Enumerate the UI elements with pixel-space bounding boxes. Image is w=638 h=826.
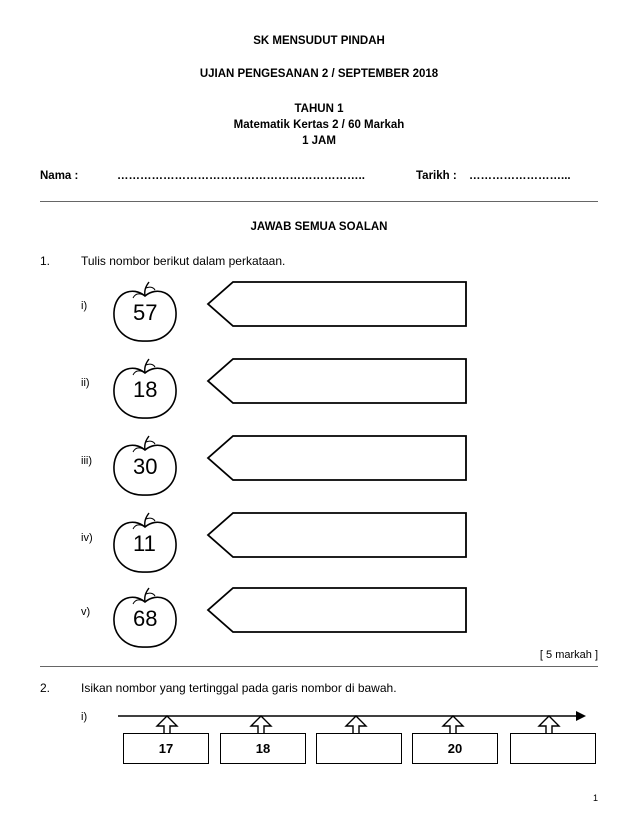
apple-number: 11 (133, 531, 156, 556)
school-name: SK MENSUDUT PINDAH (253, 35, 385, 47)
q1-item-label: ii) (81, 377, 90, 389)
number-box-value: 20 (447, 741, 463, 756)
answer-box[interactable] (208, 513, 466, 557)
duration-label: 1 JAM (302, 135, 336, 147)
number-box[interactable] (220, 733, 306, 764)
q1-item-label: iv) (81, 532, 93, 544)
year-label: TAHUN 1 (294, 103, 344, 115)
answer-box[interactable] (208, 588, 466, 632)
answer-box[interactable] (208, 436, 466, 480)
instruction: JAWAB SEMUA SOALAN (250, 221, 388, 233)
exam-title: UJIAN PENGESANAN 2 / SEPTEMBER 2018 (199, 68, 439, 80)
pointer-arrow (346, 716, 366, 734)
q2-text: Isikan nombor yang tertinggal pada garis nombor di bawah. (81, 681, 397, 695)
q2-number: 2. (40, 681, 51, 695)
pointer-arrow (251, 716, 271, 734)
name-label: Nama : (40, 170, 79, 182)
number-box[interactable] (123, 733, 209, 764)
apple-number: 18 (133, 377, 158, 402)
q1-marks: [ 5 markah ] (539, 649, 598, 661)
apple-number: 30 (133, 454, 158, 479)
q1-item-label: iii) (81, 455, 92, 467)
number-box-value: 17 (158, 741, 174, 756)
pointer-arrow (157, 716, 177, 734)
name-field[interactable]: ……………………………………………………….. (117, 170, 365, 182)
number-box-value: 18 (255, 741, 271, 756)
number-line-arrowhead (576, 711, 586, 721)
date-label: Tarikh : (416, 170, 457, 182)
answer-box[interactable] (208, 359, 466, 403)
q1-text: Tulis nombor berikut dalam perkataan. (81, 254, 286, 268)
q1-item-label: i) (81, 300, 88, 312)
apple-number: 57 (133, 300, 158, 325)
number-box[interactable] (412, 733, 498, 764)
q2-sub-label: i) (81, 711, 88, 723)
answer-box[interactable] (208, 282, 466, 326)
subject-label: Matematik Kertas 2 / 60 Markah (233, 119, 405, 131)
pointer-arrow (539, 716, 559, 734)
pointer-arrow (443, 716, 463, 734)
page-number: 1 (592, 793, 598, 803)
date-field[interactable]: ……………………... (469, 170, 571, 182)
q1-item-label: v) (81, 606, 91, 618)
apple-number: 68 (133, 606, 158, 631)
number-box[interactable] (316, 733, 402, 764)
number-box[interactable] (510, 733, 596, 764)
q1-number: 1. (40, 254, 51, 268)
section-divider (40, 666, 598, 667)
